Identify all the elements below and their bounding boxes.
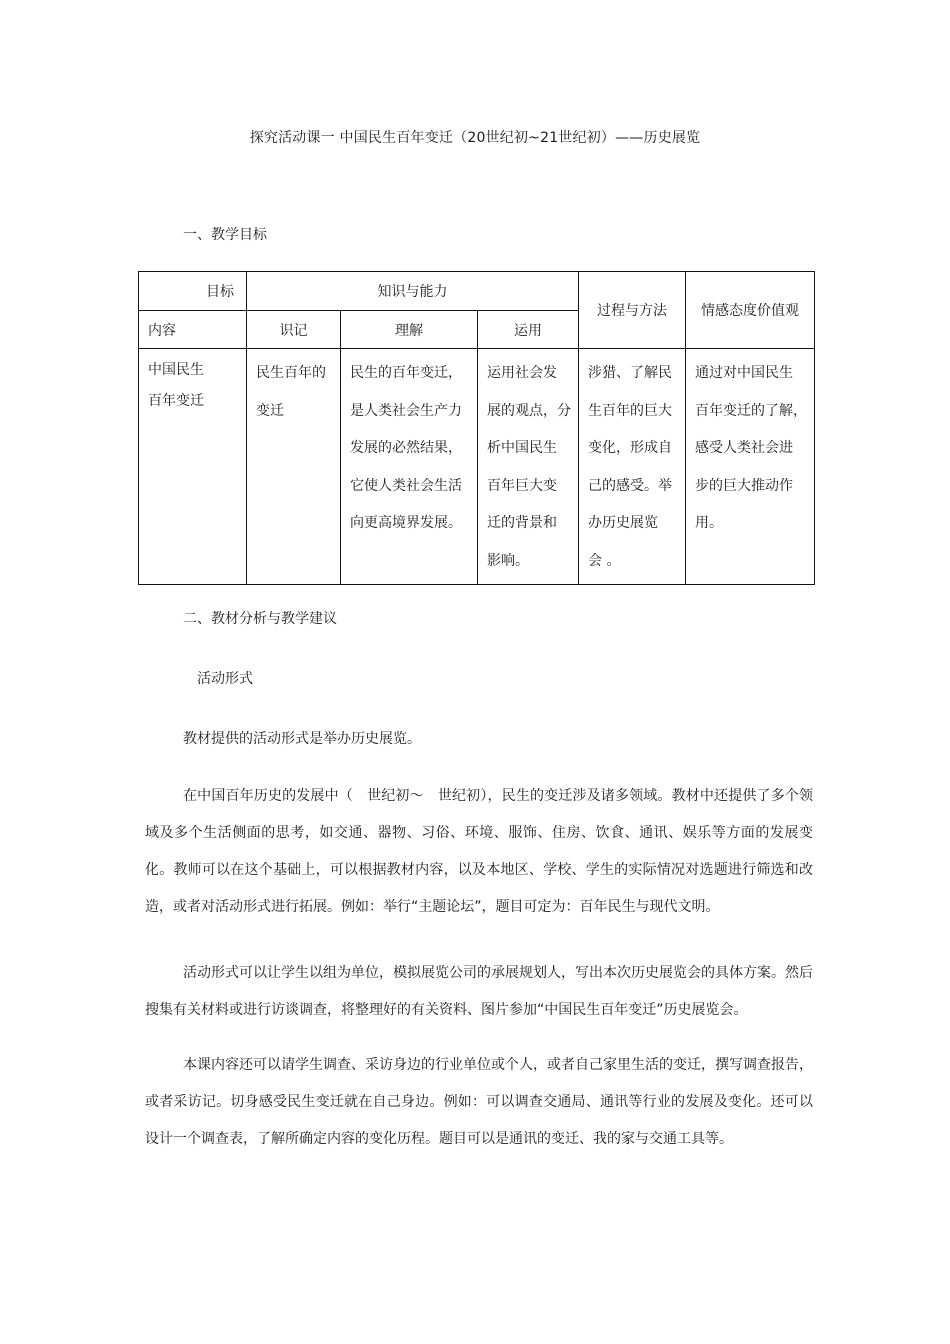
cell-line: 生百年的巨大 bbox=[588, 402, 673, 419]
table-corner-target: 目标 bbox=[139, 272, 247, 311]
cell-line: 百年变迁的了解， bbox=[695, 402, 808, 419]
cell-line: 影响。 bbox=[487, 552, 529, 569]
subheading-activity-form: 活动形式 bbox=[197, 671, 253, 687]
cell-line: 会 。 bbox=[588, 552, 621, 569]
table-header-knowledge-ability: 知识与能力 bbox=[247, 272, 579, 311]
row-label-line: 中国民生 bbox=[148, 362, 204, 378]
paragraph-3: 活动形式可以让学生以组为单位，模拟展览公司的承展规划人，写出本次历史展览会的具体方案。然后搜集有关材料或进行访谈调查，将整理好的有关资料、图片参加“中国民生百年变迁”历史展览会。 bbox=[145, 965, 813, 1018]
table-corner-content: 内容 bbox=[139, 311, 247, 349]
cell-line: 它使人类社会生活 bbox=[350, 477, 462, 494]
table-cell-understand bbox=[341, 349, 478, 585]
table-cell-process bbox=[579, 349, 686, 585]
cell-line: 民生百年的 bbox=[256, 365, 326, 381]
section-heading-teaching-goals: 一、教学目标 bbox=[183, 227, 267, 243]
cell-line: 展的观点，分 bbox=[487, 402, 571, 419]
cell-line: 步的巨大推动作 bbox=[695, 477, 794, 494]
cell-line: 变迁 bbox=[256, 402, 284, 419]
table-cell-apply bbox=[478, 349, 579, 585]
table-subheader-recall: 识记 bbox=[247, 311, 341, 349]
paragraph-4: 本课内容还可以请学生调查、采访身边的行业单位或个人，或者自己家里生活的变迁，撰写调查报告，或者采访记。切身感受民生变迁就在自己身边。例如：可以调查交通局、通讯等行业的发展及变化。还可以设计一个调查表，了解所确定内容的变化历程。题目可以是通讯的变迁、我的家与交通工具等。 bbox=[145, 1057, 813, 1147]
table-header-process-method: 过程与方法 bbox=[579, 272, 686, 349]
teaching-goals-table bbox=[138, 271, 815, 585]
paragraph-2: 在中国百年历史的发展中（ 世纪初～ 世纪初），民生的变迁涉及诸多领域。教材中还提供了多个领域及多个生活侧面的思考，如交通、器物、习俗、环境、服饰、住房、饮食、通讯、娱乐等方面的发展变化。教师可以在这个基础上，可以根据教材内容，以及本地区、学校、学生的实际情况对选题进行筛选和改造，或者对活动形式进行拓展。例如：举行“主题论坛”，题目可定为：百年民生与现代文明。 bbox=[145, 788, 813, 915]
cell-line: 通过对中国民生 bbox=[695, 365, 794, 381]
row-label-line: 百年变迁 bbox=[148, 393, 204, 409]
section-heading-material-analysis: 二、教材分析与教学建议 bbox=[183, 611, 337, 627]
cell-line: 运用社会发 bbox=[487, 365, 557, 381]
cell-line: 迁的背景和 bbox=[487, 515, 557, 531]
cell-line: 百年巨大变 bbox=[487, 477, 557, 494]
cell-line: 用。 bbox=[695, 515, 724, 531]
document-title: 探究活动课一 中国民生百年变迁（20世纪初~21世纪初）——历史展览 bbox=[249, 130, 701, 146]
paragraph-1: 教材提供的活动形式是举办历史展览。 bbox=[183, 731, 421, 747]
cell-line: 己的感受。举 bbox=[588, 477, 673, 494]
cell-line: 感受人类社会进 bbox=[695, 440, 794, 456]
cell-line: 向更高境界发展。 bbox=[350, 515, 462, 531]
cell-line: 是人类社会生产力 bbox=[350, 402, 462, 419]
table-cell-recall bbox=[247, 349, 341, 585]
cell-line: 涉猎、了解民 bbox=[588, 365, 673, 381]
table-row-label bbox=[139, 349, 247, 585]
cell-line: 变化，形成自 bbox=[588, 440, 673, 456]
table-cell-emotion bbox=[686, 349, 815, 585]
table-header-emotion-values: 情感态度价值观 bbox=[686, 272, 815, 349]
cell-line: 发展的必然结果， bbox=[350, 440, 462, 456]
cell-line: 民生的百年变迁， bbox=[350, 365, 462, 381]
cell-line: 析中国民生 bbox=[487, 440, 557, 456]
table-subheader-understand: 理解 bbox=[341, 311, 478, 349]
cell-line: 办历史展览 bbox=[588, 515, 659, 531]
table-subheader-apply: 运用 bbox=[478, 311, 579, 349]
